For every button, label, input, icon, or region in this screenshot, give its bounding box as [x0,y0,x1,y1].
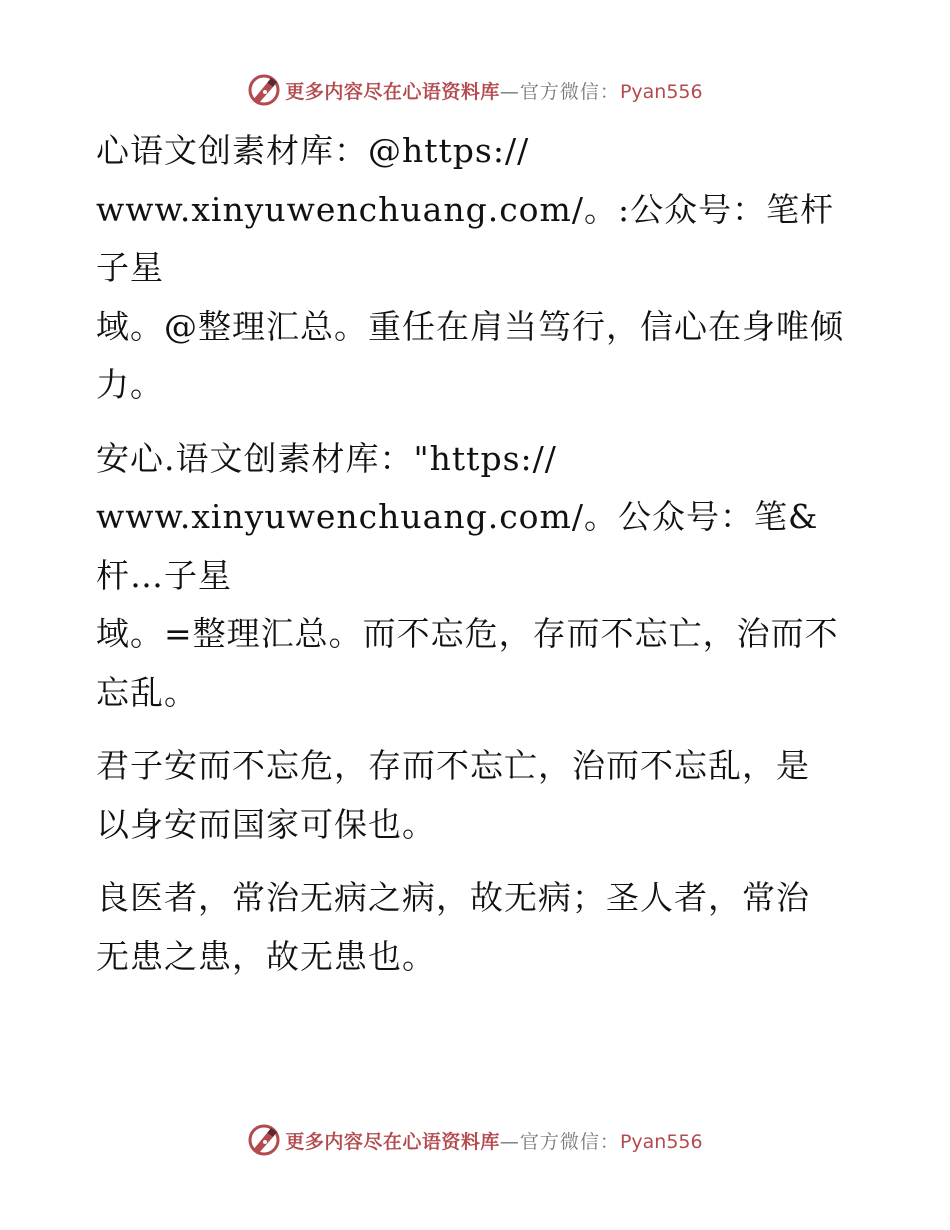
footer-wechat-label: —官方微信： [499,1130,620,1153]
header-brand-text: 更多内容尽在心语资料库 [285,80,500,103]
pen-nib-logo-icon [247,73,281,107]
document-body [96,122,856,1001]
header-wechat-id: Pyan556 [619,80,703,103]
paragraph-4: 良医者，常治无病之病，故无病；圣人者，常治 无患之患，故无患也。 [96,878,810,976]
footer-banner [0,1120,950,1160]
header-wechat-label: —官方微信： [499,80,620,103]
pen-nib-logo-icon [247,1123,281,1157]
paragraph-3: 君子安而不忘危，存而不忘亡，治而不忘乱，是 以身安而国家可保也。 [96,746,810,844]
paragraph-2: 安心.语文创素材库："https:// www.xinyuwenchuang.com/。公众号：笔&杆…子星 域。=整理汇总。而不忘危，存而不忘亡，治而不 忘乱。 [96,438,839,712]
paragraph-1: 心语文创素材库：@https:// www.xinyuwenchuang.com/。:公众号：笔杆子星 域。@整理汇总。重任在肩当笃行，信心在身唯倾 力。 [96,131,844,404]
header-banner [0,70,950,110]
footer-wechat-id: Pyan556 [619,1130,703,1153]
footer-brand-text: 更多内容尽在心语资料库 [285,1130,500,1153]
